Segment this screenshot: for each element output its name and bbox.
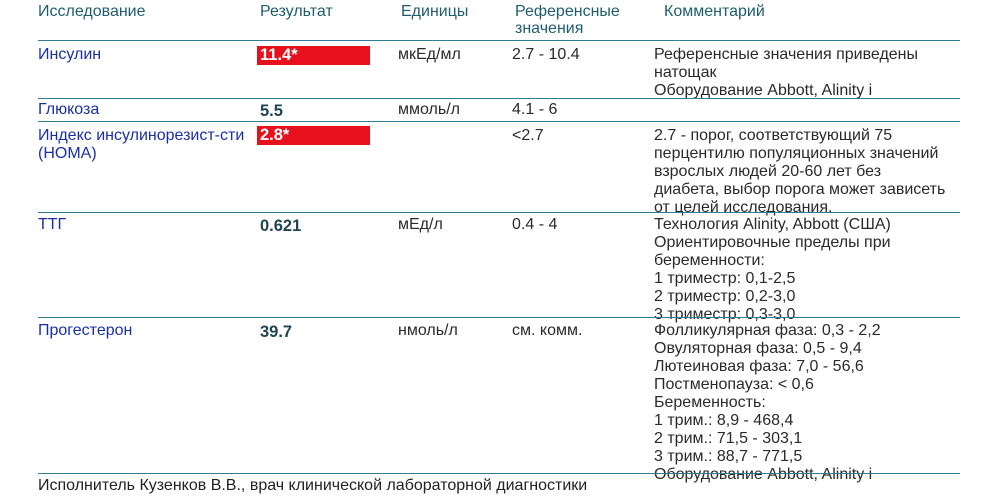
result-progesterone: 39.7 <box>260 323 293 341</box>
units-tsh: мЕд/л <box>398 216 443 233</box>
comment-line: 3 триместр: 0,3-3,0 <box>654 306 796 323</box>
row-divider <box>38 212 960 213</box>
comment-line: диабета, выбор порога может зависеть <box>654 181 946 198</box>
row-divider <box>38 121 960 122</box>
test-name-homa-line1: Индекс инсулинорезист-сти <box>38 127 245 144</box>
comment-line: Беременность: <box>654 394 766 411</box>
comment-tsh <box>654 216 964 324</box>
comment-line: взрослых людей 20-60 лет без <box>654 163 882 180</box>
comment-line: 3 трим.: 88,7 - 771,5 <box>654 448 803 465</box>
comment-line: от целей исследования. <box>654 199 833 216</box>
units-insulin: мкЕд/мл <box>398 46 461 63</box>
comment-line: Оборудование Abbott, Alinity i <box>654 82 873 99</box>
result-glucose: 5.5 <box>260 102 283 120</box>
comment-line: 2.7 - порог, соответствующий 75 <box>654 127 893 144</box>
test-name-homa-line2: (HOMA) <box>38 145 97 162</box>
comment-line: 2 триместр: 0,2-3,0 <box>654 288 796 305</box>
performer-signature-line: Исполнитель Кузенков В.В., врач клинической лабораторной диагностики <box>38 477 588 494</box>
result-flag-homa: 2.8* <box>257 126 370 145</box>
header-result: Результат <box>260 3 333 20</box>
header-divider <box>38 40 960 41</box>
comment-line: Фолликулярная фаза: 0,3 - 2,2 <box>654 322 881 339</box>
comment-line: Ориентировочные пределы при <box>654 234 891 251</box>
header-comment: Комментарий <box>664 3 765 20</box>
comment-line: Лютеиновая фаза: 7,0 - 56,6 <box>654 358 864 375</box>
comment-line: 1 трим.: 8,9 - 468,4 <box>654 412 794 429</box>
test-name-insulin: Инсулин <box>38 46 102 63</box>
comment-insulin <box>654 46 964 100</box>
comment-line: Овуляторная фаза: 0,5 - 9,4 <box>654 340 862 357</box>
comment-line: натощак <box>654 64 717 81</box>
comment-line: Референсные значения приведены <box>654 46 919 63</box>
units-glucose: ммоль/л <box>398 101 460 118</box>
result-tsh: 0.621 <box>260 217 302 235</box>
comment-line: перцентилю популяционных значений <box>654 145 939 162</box>
reference-insulin: 2.7 - 10.4 <box>512 46 580 63</box>
reference-tsh: 0.4 - 4 <box>512 216 558 233</box>
reference-progesterone: см. комм. <box>512 322 583 339</box>
comment-line: 1 триместр: 0,1-2,5 <box>654 270 796 287</box>
comment-line: 2 трим.: 71,5 - 303,1 <box>654 430 803 447</box>
header-reference-line1: Референсные <box>515 3 620 20</box>
row-divider <box>38 98 960 99</box>
comment-line: Оборудование Abbott, Alinity i <box>654 466 873 483</box>
header-test: Исследование <box>38 3 146 20</box>
reference-homa: <2.7 <box>512 127 544 144</box>
comment-line: Постменопауза: < 0,6 <box>654 376 814 393</box>
comment-homa <box>654 127 964 217</box>
test-name-tsh: ТТГ <box>38 216 67 233</box>
header-reference-line2: значения <box>515 20 584 37</box>
comment-line: беременности: <box>654 252 765 269</box>
header-units: Единицы <box>401 3 469 20</box>
units-progesterone: нмоль/л <box>398 322 458 339</box>
comment-progesterone <box>654 322 964 484</box>
reference-glucose: 4.1 - 6 <box>512 101 558 118</box>
row-divider <box>38 473 960 474</box>
row-divider <box>38 317 960 318</box>
test-name-glucose: Глюкоза <box>38 101 100 118</box>
result-flag-insulin: 11.4* <box>257 46 370 65</box>
test-name-progesterone: Прогестерон <box>38 322 133 339</box>
comment-line: Технология Alinity, Abbott (США) <box>654 216 891 233</box>
